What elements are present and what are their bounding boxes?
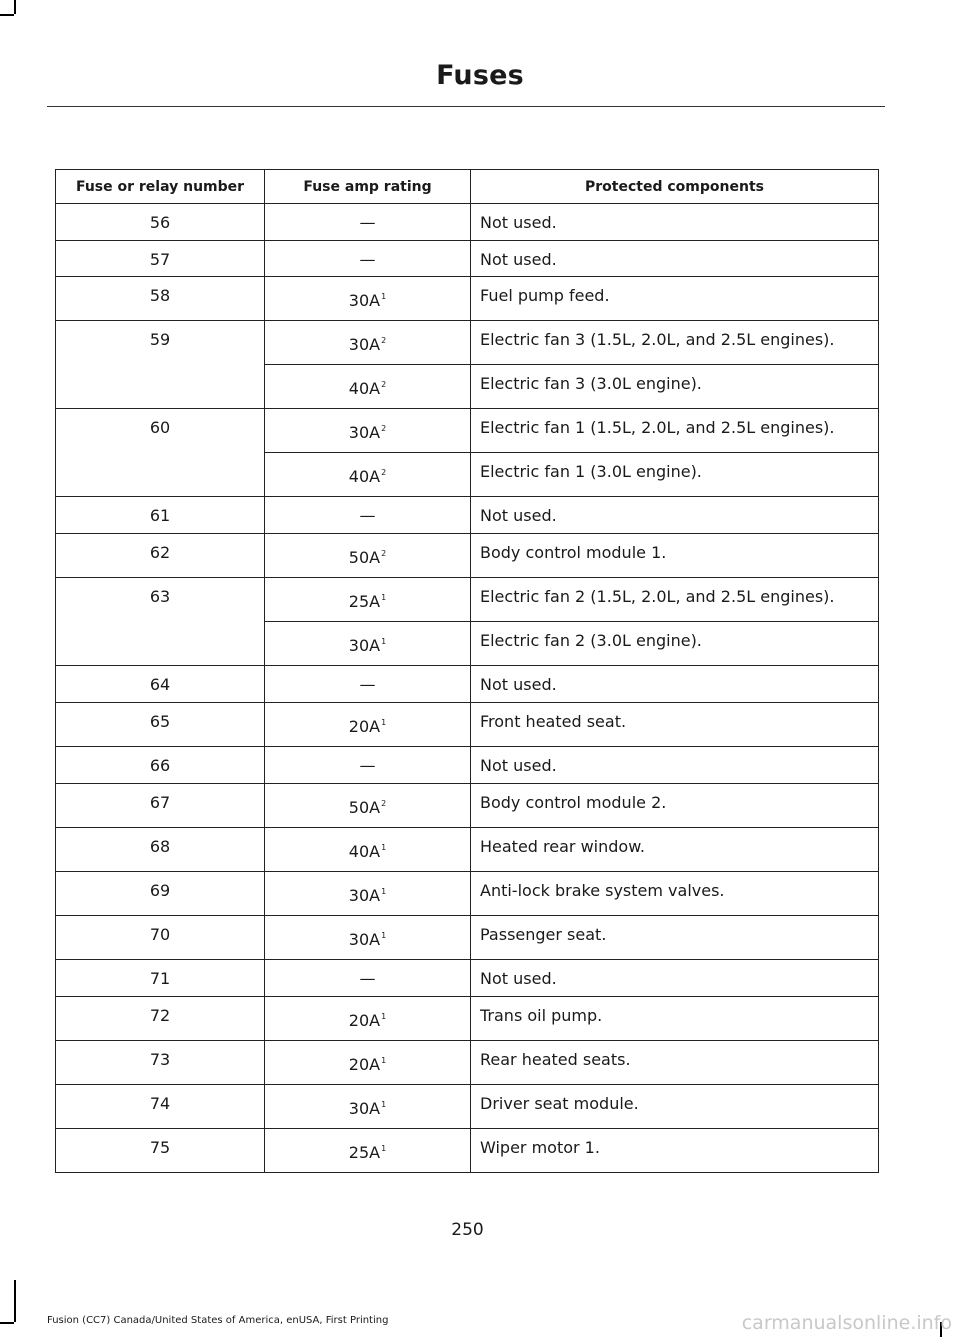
fuse-number-cell: 68	[56, 828, 265, 872]
table-header-row	[56, 170, 879, 204]
amp-rating-cell	[265, 960, 471, 997]
footnote-marker: 1	[381, 292, 387, 301]
amp-rating-value: 20A	[348, 1055, 381, 1074]
amp-rating-value: 50A	[348, 798, 381, 817]
amp-rating-cell	[265, 241, 471, 277]
table-row	[56, 497, 879, 534]
amp-rating-value: 50A	[348, 548, 381, 567]
amp-rating-cell	[265, 277, 471, 321]
footnote-marker: 1	[381, 887, 387, 896]
amp-rating-value: —	[359, 675, 376, 694]
amp-rating-cell	[265, 365, 471, 409]
crop-mark	[14, 0, 16, 14]
amp-rating-cell	[265, 1041, 471, 1085]
crop-mark	[0, 14, 14, 16]
header-amp-rating: Fuse amp rating	[265, 170, 471, 204]
amp-rating-value: 30A	[348, 335, 381, 354]
fuse-number-cell: 59	[56, 321, 265, 409]
page-title: Fuses	[436, 60, 524, 91]
amp-rating-cell	[265, 497, 471, 534]
fuse-number-cell: 56	[56, 204, 265, 241]
protected-component-cell: Electric fan 2 (1.5L, 2.0L, and 2.5L engines).	[471, 578, 879, 622]
amp-rating-value: 30A	[348, 636, 381, 655]
fuse-number-cell: 62	[56, 534, 265, 578]
protected-component-cell: Rear heated seats.	[471, 1041, 879, 1085]
table-body	[56, 204, 879, 1173]
amp-rating-value: 30A	[348, 930, 381, 949]
table-row	[56, 666, 879, 703]
footnote-marker: 2	[381, 380, 387, 389]
footnote-marker: 1	[381, 637, 387, 646]
footnote-marker: 2	[381, 424, 387, 433]
fuse-number-cell: 57	[56, 241, 265, 277]
title-divider	[47, 106, 885, 107]
amp-rating-cell	[265, 1085, 471, 1129]
protected-component-cell: Body control module 2.	[471, 784, 879, 828]
header-protected-components: Protected components	[471, 170, 879, 204]
protected-component-cell: Electric fan 3 (1.5L, 2.0L, and 2.5L engines).	[471, 321, 879, 365]
amp-rating-value: 25A	[348, 592, 381, 611]
protected-component-cell: Anti-lock brake system valves.	[471, 872, 879, 916]
footnote-marker: 1	[381, 1012, 387, 1021]
protected-component-cell: Not used.	[471, 747, 879, 784]
footnote-marker: 1	[381, 843, 387, 852]
amp-rating-value: 20A	[348, 1011, 381, 1030]
fuse-number-cell: 73	[56, 1041, 265, 1085]
protected-component-cell: Electric fan 1 (1.5L, 2.0L, and 2.5L engines).	[471, 409, 879, 453]
fuse-number-cell: 70	[56, 916, 265, 960]
fuse-number-cell: 67	[56, 784, 265, 828]
amp-rating-value: 30A	[348, 1099, 381, 1118]
amp-rating-value: 40A	[348, 842, 381, 861]
footnote-marker: 1	[381, 1100, 387, 1109]
protected-component-cell: Electric fan 3 (3.0L engine).	[471, 365, 879, 409]
amp-rating-cell	[265, 409, 471, 453]
table-row	[56, 997, 879, 1041]
footnote-marker: 2	[381, 468, 387, 477]
protected-component-cell: Not used.	[471, 497, 879, 534]
fuse-number-cell: 66	[56, 747, 265, 784]
protected-component-cell: Body control module 1.	[471, 534, 879, 578]
table-row	[56, 204, 879, 241]
watermark: carmanualsonline.info	[741, 1312, 952, 1334]
table-row	[56, 784, 879, 828]
table-row	[56, 534, 879, 578]
fuse-number-cell: 65	[56, 703, 265, 747]
table-row	[56, 1041, 879, 1085]
page-number: 250	[451, 1220, 484, 1240]
fuse-number-cell: 74	[56, 1085, 265, 1129]
amp-rating-cell	[265, 997, 471, 1041]
protected-component-cell: Not used.	[471, 204, 879, 241]
amp-rating-cell	[265, 453, 471, 497]
amp-rating-cell	[265, 321, 471, 365]
protected-component-cell: Heated rear window.	[471, 828, 879, 872]
amp-rating-cell	[265, 204, 471, 241]
protected-component-cell: Front heated seat.	[471, 703, 879, 747]
footnote-marker: 1	[381, 718, 387, 727]
table-row	[56, 1085, 879, 1129]
fuse-number-cell: 63	[56, 578, 265, 666]
table-row	[56, 241, 879, 277]
crop-mark	[14, 1280, 16, 1322]
amp-rating-cell	[265, 703, 471, 747]
protected-component-cell: Fuel pump feed.	[471, 277, 879, 321]
fuse-number-cell: 71	[56, 960, 265, 997]
amp-rating-value: —	[359, 506, 376, 525]
amp-rating-value: —	[359, 756, 376, 775]
amp-rating-cell	[265, 534, 471, 578]
amp-rating-value: 25A	[348, 1143, 381, 1162]
amp-rating-cell	[265, 578, 471, 622]
protected-component-cell: Trans oil pump.	[471, 997, 879, 1041]
table-row	[56, 321, 879, 365]
protected-component-cell: Electric fan 1 (3.0L engine).	[471, 453, 879, 497]
table-row	[56, 960, 879, 997]
amp-rating-value: —	[359, 250, 376, 269]
footnote-marker: 1	[381, 1144, 387, 1153]
footnote-marker: 2	[381, 799, 387, 808]
protected-component-cell: Not used.	[471, 960, 879, 997]
table-row	[56, 409, 879, 453]
amp-rating-cell	[265, 784, 471, 828]
fuse-number-cell: 72	[56, 997, 265, 1041]
footnote-marker: 2	[381, 549, 387, 558]
fuse-number-cell: 61	[56, 497, 265, 534]
table-row	[56, 747, 879, 784]
amp-rating-value: 40A	[348, 467, 381, 486]
amp-rating-value: —	[359, 969, 376, 988]
footnote-marker: 1	[381, 1056, 387, 1065]
protected-component-cell: Passenger seat.	[471, 916, 879, 960]
amp-rating-value: 40A	[348, 379, 381, 398]
amp-rating-value: —	[359, 213, 376, 232]
amp-rating-cell	[265, 828, 471, 872]
fuse-number-cell: 58	[56, 277, 265, 321]
table-row	[56, 1129, 879, 1173]
table-row	[56, 703, 879, 747]
crop-mark	[0, 1322, 14, 1324]
fuse-number-cell: 64	[56, 666, 265, 703]
table-row	[56, 916, 879, 960]
protected-component-cell: Driver seat module.	[471, 1085, 879, 1129]
table-row	[56, 828, 879, 872]
footer-text: Fusion (CC7) Canada/United States of America, enUSA, First Printing	[47, 1315, 389, 1326]
footnote-marker: 1	[381, 931, 387, 940]
amp-rating-value: 30A	[348, 423, 381, 442]
table-row	[56, 277, 879, 321]
protected-component-cell: Wiper motor 1.	[471, 1129, 879, 1173]
amp-rating-cell	[265, 666, 471, 703]
fuse-number-cell: 75	[56, 1129, 265, 1173]
amp-rating-cell	[265, 872, 471, 916]
amp-rating-value: 30A	[348, 886, 381, 905]
protected-component-cell: Not used.	[471, 666, 879, 703]
amp-rating-cell	[265, 1129, 471, 1173]
table-row	[56, 872, 879, 916]
fuse-number-cell: 60	[56, 409, 265, 497]
amp-rating-value: 20A	[348, 717, 381, 736]
amp-rating-cell	[265, 622, 471, 666]
table-row	[56, 578, 879, 622]
amp-rating-cell	[265, 916, 471, 960]
fuse-table	[55, 169, 879, 1173]
footnote-marker: 2	[381, 336, 387, 345]
amp-rating-cell	[265, 747, 471, 784]
fuse-number-cell: 69	[56, 872, 265, 916]
amp-rating-value: 30A	[348, 291, 381, 310]
footnote-marker: 1	[381, 593, 387, 602]
header-fuse-number: Fuse or relay number	[56, 170, 265, 204]
protected-component-cell: Electric fan 2 (3.0L engine).	[471, 622, 879, 666]
protected-component-cell: Not used.	[471, 241, 879, 277]
